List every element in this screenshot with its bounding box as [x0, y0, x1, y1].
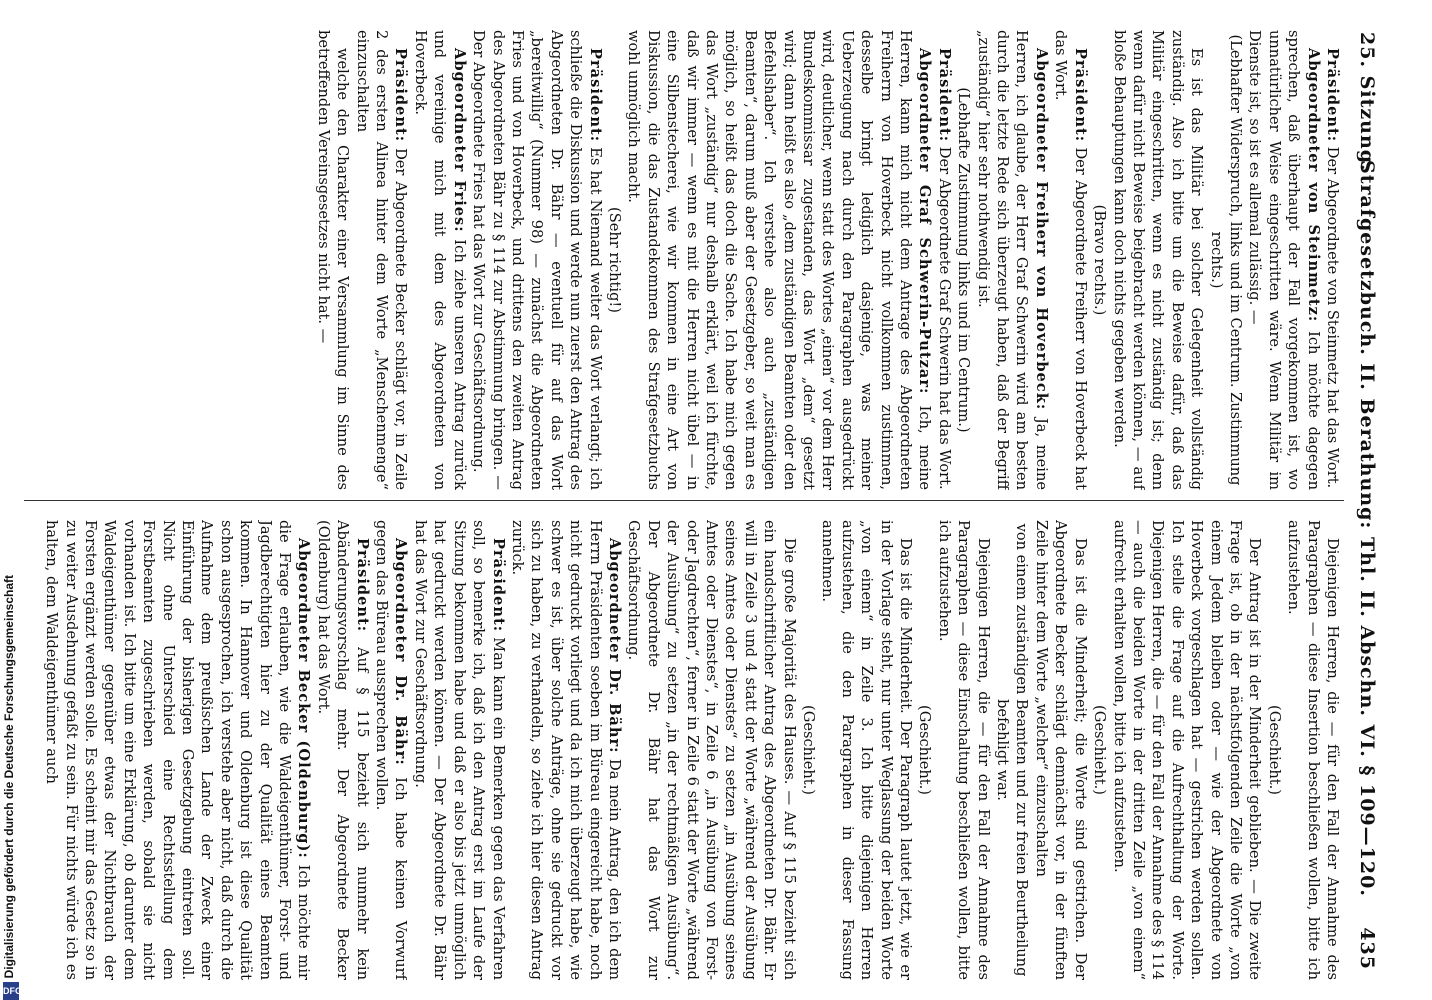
- text-paragraph: Diejenigen Herren, die — für den Fall der Annahme des Paragraphen — diese Insertion beschließen wollen, bitte ich aufzustehen.: [1285, 520, 1341, 980]
- stage-direction: (Bravo rechts.): [1091, 204, 1109, 316]
- speech-paragraph: [469, 30, 605, 490]
- page-number: 435: [1356, 927, 1378, 970]
- speaker-name: Präsident:: [353, 538, 371, 633]
- speech-text: Ich ziehe unseren Antrag zurück und vereinige mich mit dem des Abgeordneten von Hoverbeck.: [411, 30, 468, 490]
- right-column: [42, 520, 1342, 980]
- speech-paragraph: [352, 30, 410, 490]
- column-divider: [24, 500, 1344, 501]
- speech-paragraph: [1245, 30, 1323, 490]
- stage-direction: (Geschieht.): [916, 705, 934, 795]
- speech-text: Ich möchte dagegen sprechen, daß überhaupt der Fall vorgekommen ist, wo unnatürlicher Weise eingeschritten wäre. Wenn Militär im Dienste ist, so ist es allemal zulässig. —: [1246, 30, 1322, 490]
- speaker-name: Präsident:: [935, 48, 953, 143]
- stage-direction: von einem zuständigen Beamten und zur freien Beurtheilung befehligt war.: [994, 523, 1031, 977]
- text-paragraph: welche den Charakter einer Versammlung im Sinne des betreffenden Vereinsgesetzes nicht hat. —: [314, 30, 352, 490]
- speech-text: Der Abgeordnete Freiherr von Hoverbeck hat das Wort.: [1052, 30, 1089, 490]
- speech-text: Der Abgeordnete Graf Schwerin hat das Wort.: [935, 146, 953, 490]
- speech-text: Auf § 115 bezieht sich nunmehr kein Abänderungsvorschlag mehr. Der Abgeordnete Becker (Oldenburg) hat das Wort.: [314, 520, 371, 980]
- stage-direction: (Geschieht.): [800, 705, 818, 795]
- text-paragraph: Es ist das Militär bei solcher Gelegenheit vollständig zuständig. Also ich bitte um die Beweise dafür, daß das Militär eingeschritten, wenn es nicht zuständig ist; denn wenn dafür nicht Beweise beigebracht werden können, — auf bloße Behauptungen kann doch nichts gegeben werden.: [1110, 30, 1206, 490]
- text-paragraph: Die große Majorität des Hauses. — Auf § 115 bezieht sich ein handschriftlicher Antrag des Abgeordneten Dr. Bähr. Er will in Zeile 3 und 4 statt der Worte „während der Ausübung seines Amtes oder Dienstes“ zu setzen „in Ausübung seines Amtes oder Dienstes“, in Zeile 6 „in Ausübung von Forst- oder Jagdrechten“, ferner in Zeile 6 statt der Worte „während der Ausübung“ zu setzen „in der rechtmäßigen Ausübung“. Der Abgeordnete Dr. Bähr hat das Wort zur Geschäftsordnung.: [625, 520, 798, 980]
- stage-direction: (Sehr richtig!): [605, 207, 623, 313]
- speech-text: Ja, meine Herren, ich glaube, der Herr Graf Schwerin wird am besten durch die letzte Rede sich überzeugt haben, daß der Begriff „zuständig“ hier sehr nothwendig ist.: [974, 30, 1050, 490]
- text-paragraph: Diejenigen Herren, die — für den Fall der Annahme des Paragraphen — diese Einschaltung beschließen wollen, bitte ich aufzustehen.: [935, 520, 992, 980]
- speaker-name: Abgeordneter Becker (Oldenburg):: [295, 538, 313, 859]
- speech-text: Der Abgeordnete Becker schlägt vor, in Zeile 2 des ersten Alinea hinter dem Worte „Menschenmenge“ einzuschalten: [353, 30, 410, 490]
- speech-paragraph: [42, 520, 313, 980]
- page-header: [1354, 0, 1382, 980]
- stage-direction: (Lebhafte Zustimmung links und im Centrum.): [955, 87, 973, 433]
- speech-text: Ich möchte mir die Frage erlauben, wie die Waldeigenthümer, Forst- und Jagdberechtigten hier zu der Qualität eines Beamten kommen. In Hannover und Oldenburg ist diese Qualität schon ausgesprochen, ich verstehe aber nicht, daß durch die Aufnahme dem preußischen Lande der Zweck einer Einführung der bisherigen Gesetzgebung eintreten soll. Nicht ohne Unterschied eine Rechtsstellung dem Forstbeamten zugeschrieben werden, sobald sie nicht vorhanden ist. Ich bitte um eine Erklärung, ob darunter dem Waldeigenthümer gegenüber etwas der Nichtbrauch der Forsten ergänzt werden solle. Es scheint mir das Gesetz so in zu weiter Ausdehnung gefaßt zu sein. Für nichts würde ich es halten, dem Waldeigenthümer auch: [43, 520, 313, 980]
- stage-direction: (Lebhafter Widerspruch, links und im Centrum. Zustimmung rechts.): [1207, 34, 1244, 486]
- text-paragraph: Der Antrag ist in der Minderheit geblieben. — Die zweite Frage ist, ob in der nächstfolgenden Zeile die Worte „von einem Jedem bleiben oder — wie der Abgeordnete von Hoverbeck vorgeschlagen hat — gestrichen werden sollen. Ich stelle die Frage auf die Aufrechthaltung der Worte. Diejenigen Herren, die — für den Fall der Annahme des § 114 — auch die beiden Worte in der dritten Zeile „von einem“ aufrecht erhalten wollen, bitte ich aufzustehen.: [1110, 520, 1264, 980]
- speech-paragraph: [313, 520, 371, 980]
- stage-direction: (Geschieht.): [1091, 705, 1109, 795]
- speech-text: Der Abgeordnete von Steinmetz hat das Wort.: [1324, 146, 1341, 489]
- speech-text: Man kann ein Bemerken gegen das Verfahren soll, so bemerke ich, daß ich den Antrag erst im Laufe der Sitzung bekommen habe und daß er also bis jetzt unmöglich hat gedruckt werden können. — Der Abgeordnete Dr. Bähr hat das Wort zur Geschäftsordnung.: [411, 520, 507, 980]
- speech-paragraph: [1051, 30, 1090, 490]
- speech-paragraph: [1323, 30, 1342, 490]
- scanned-page: [12, 0, 1392, 1000]
- speech-paragraph: [973, 30, 1051, 490]
- speech-text: Es hat Niemand weiter das Wort verlangt; ich schließe die Diskussion und werde nun zuerst den Antrag des Abgeordneten Dr. Bähr — eventuell für auf das Wort „bereitwillig“ (Nummer 98) — zunächst die Abgeordneten Fries und von Hoverbeck, und drittens den zweiten Antrag des Abgeordneten Bähr zu § 114 zur Abstimmung bringen. — Der Abgeordnete Fries hat das Wort zur Geschäftsordnung.: [470, 30, 604, 490]
- speech-text: Ich habe keinen Vorwurf gegen das Büreau aussprechen wollen.: [373, 520, 410, 980]
- speaker-name: Präsident:: [489, 538, 507, 633]
- speaker-name: Abgeordneter Dr. Bähr:: [392, 538, 410, 766]
- speech-text: Da mein Antrag, den ich dem Herrn Präsidenten soeben im Büreau eingereicht habe, noch nicht gedruckt vorliegt und da ich mich überzeugt habe, wie schwer es ist, über solche Anträge, ohne sie gedruckt vor sich zu haben, zu verhandeln, so ziehe ich hier diesen Antrag zurück.: [508, 520, 623, 980]
- speaker-name: Präsident:: [1324, 48, 1341, 143]
- speaker-name: Abgeordneter Fries:: [450, 48, 468, 233]
- speech-paragraph: [624, 30, 935, 490]
- speaker-name: Präsident:: [586, 48, 604, 143]
- speaker-name: Präsident:: [1071, 48, 1089, 143]
- speech-text: Ich, meine Herren, kann mich nicht dem Antrage des Abgeordneten Freiherrn von Hoverbeck nicht vollkommen zustimmen, desselbe bringt lediglich dasjenige, was meiner Ueberzeugung nach durch den Paragraphen ausgedrückt wird, deutlicher, wenn statt des Wortes „einen“ vor dem Herr Bundeskommissar zugestanden, das Wort „dem“ gesetzt wird; dann heißt es also „dem zuständigen Beamten oder den Befehlshaber“. Ich verstehe also auch „zuständigen Beamten“, darum muß aber der Gesetzgeber, so weit man es möglich, so heißt das doch die Sache. Ich habe mich gegen das Wort „zuständig“ nur deshalb erklärt, weil ich fürchte, daß wir immer — wenn es mit die Herren nicht übel — in eine Silbenstecherei, wie wir kommen in eine Art von Diskussion, die das Zustandekommen des Strafgesetzbuchs wohl unmöglich macht.: [625, 30, 934, 490]
- stage-direction: (Geschieht.): [1265, 705, 1283, 795]
- speech-paragraph: [411, 30, 469, 490]
- speaker-name: Präsident:: [392, 48, 410, 143]
- speech-paragraph: [411, 520, 508, 980]
- header-session: 25. Sitzung.: [1356, 32, 1378, 172]
- text-paragraph: Das ist die Minderheit. Der Paragraph lautet jetzt, wie er in der Vorlage steht, nur unter Weglassung der beiden Worte „von einem“ in Zeile 3. Ich bitte diejenigen Herren aufzustehen, die den Paragraphen in dieser Fassung annehmen.: [819, 520, 915, 980]
- dfg-logo: DFG: [3, 982, 19, 1000]
- speaker-name: Abgeordneter Graf Schwerin-Putzar:: [916, 48, 934, 395]
- speaker-name: Abgeordneter von Steinmetz:: [1304, 48, 1322, 323]
- left-column: [42, 30, 1342, 490]
- header-title: Strafgesetzbuch. II. Berathung: Thl. II. Abschn. VI. § 109—120.: [1356, 160, 1378, 897]
- speech-paragraph: [934, 30, 953, 490]
- speech-paragraph: [508, 520, 624, 980]
- credit-text: Digitalisierung gefördert durch die Deutsche Forschungsgemeinschaft: [2, 574, 16, 978]
- text-paragraph: Das ist die Minderheit; die Worte sind gestrichen. Der Abgeordnete Becker schlägt demnächst vor, in der fünften Zeile hinter dem Worte „welcher“ einzuschalten: [1032, 520, 1089, 980]
- speaker-name: Abgeordneter Dr. Bähr:: [605, 538, 623, 754]
- speech-paragraph: [372, 520, 411, 980]
- speaker-name: Abgeordneter Freiherr von Hoverbeck:: [1032, 48, 1050, 411]
